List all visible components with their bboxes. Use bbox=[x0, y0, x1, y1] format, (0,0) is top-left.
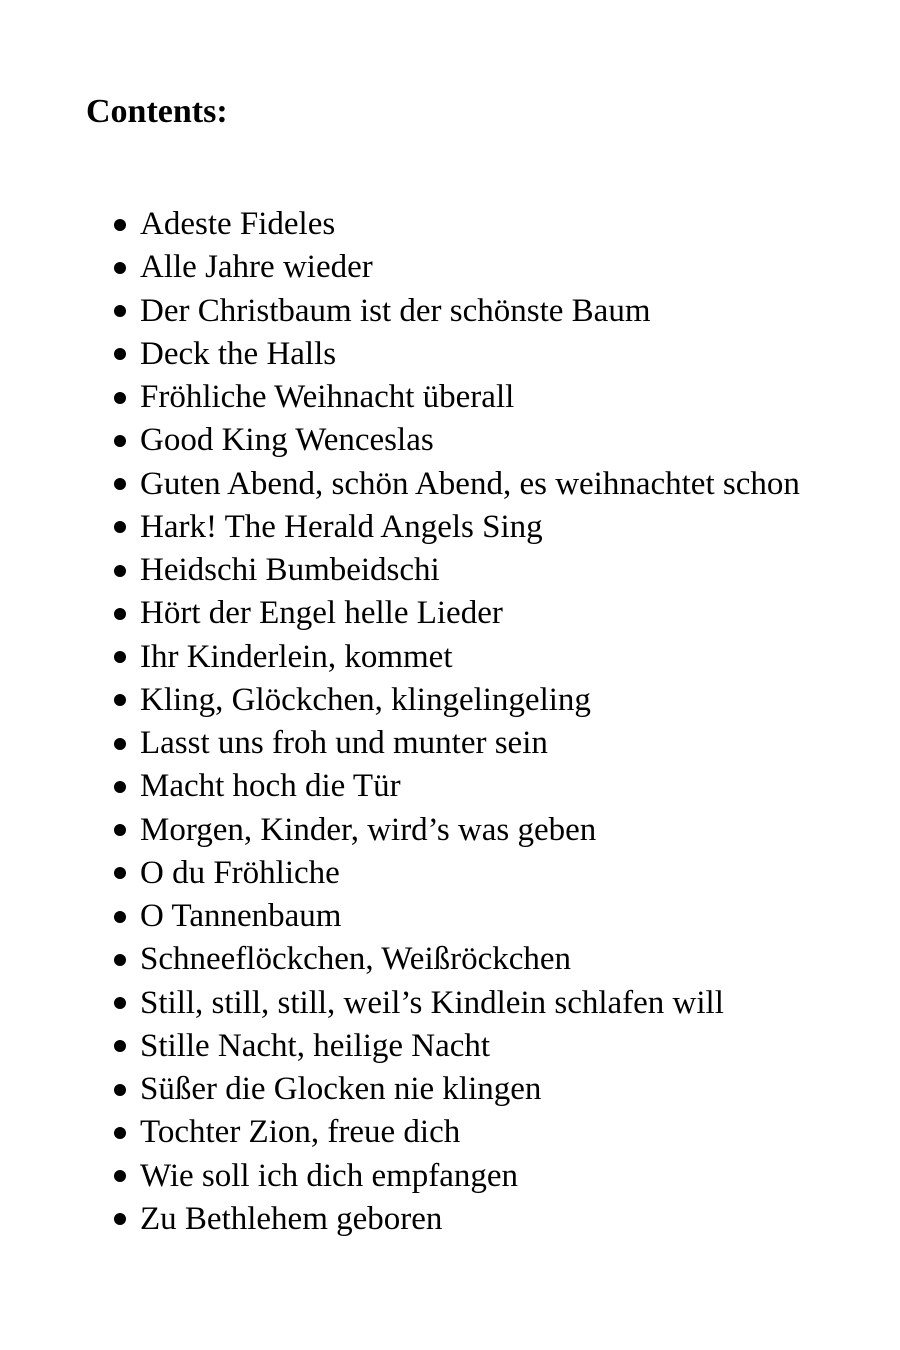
bullet-icon bbox=[114, 867, 126, 879]
list-item bbox=[112, 636, 872, 679]
list-item bbox=[112, 809, 872, 852]
bullet-icon bbox=[114, 521, 126, 533]
list-item-label: Schneeflöckchen, Weißröckchen bbox=[140, 941, 572, 978]
list-item bbox=[112, 765, 872, 808]
list-item-label: Morgen, Kinder, wird’s was geben bbox=[140, 811, 597, 848]
list-item bbox=[112, 333, 872, 376]
list-item bbox=[112, 1155, 872, 1198]
list-item-label: Der Christbaum ist der schönste Baum bbox=[140, 292, 651, 329]
bullet-icon bbox=[114, 781, 126, 793]
bullet-icon bbox=[114, 1040, 126, 1052]
bullet-icon bbox=[114, 1127, 126, 1139]
list-item bbox=[112, 982, 872, 1025]
list-item-label: O Tannenbaum bbox=[140, 898, 342, 934]
list-item-label: Still, still, still, weil’s Kindlein schlafen will bbox=[140, 984, 724, 1021]
bullet-icon bbox=[114, 651, 126, 663]
bullet-icon bbox=[114, 262, 126, 274]
bullet-icon bbox=[114, 305, 126, 317]
list-item bbox=[112, 290, 872, 333]
list-item-label: Kling, Glöckchen, klingelingeling bbox=[140, 681, 591, 718]
list-item bbox=[112, 679, 872, 722]
list-item-label: Fröhliche Weihnacht überall bbox=[140, 379, 515, 415]
list-item-label: Deck the Halls bbox=[140, 335, 337, 372]
bullet-icon bbox=[114, 348, 126, 360]
bullet-icon bbox=[114, 1084, 126, 1096]
bullet-icon bbox=[114, 478, 126, 490]
list-item bbox=[112, 1068, 872, 1111]
list-item-label: Macht hoch die Tür bbox=[140, 768, 401, 805]
bullet-icon bbox=[114, 824, 126, 836]
bullet-icon bbox=[114, 738, 126, 750]
bullet-icon bbox=[114, 911, 126, 923]
list-item-label: Ihr Kinderlein, kommet bbox=[140, 638, 453, 675]
list-item-label: O du Fröhliche bbox=[140, 854, 340, 891]
list-item bbox=[112, 1111, 872, 1154]
list-item-label: Hark! The Herald Angels Sing bbox=[140, 508, 543, 545]
list-item-label: Adeste Fideles bbox=[140, 206, 336, 242]
list-item bbox=[112, 592, 872, 635]
list-item-label: Wie soll ich dich empfangen bbox=[140, 1157, 519, 1194]
list-item bbox=[112, 938, 872, 981]
list-item-label: Good King Wenceslas bbox=[140, 422, 434, 459]
list-item bbox=[112, 463, 872, 506]
list-item-label: Lasst uns froh und munter sein bbox=[140, 725, 548, 761]
list-item-label: Süßer die Glocken nie klingen bbox=[140, 1071, 542, 1107]
list-item bbox=[112, 1025, 872, 1068]
list-item bbox=[112, 722, 872, 765]
bullet-icon bbox=[114, 694, 126, 706]
bullet-icon bbox=[114, 1213, 126, 1225]
list-item-label: Alle Jahre wieder bbox=[140, 249, 373, 286]
list-item bbox=[112, 203, 872, 246]
bullet-icon bbox=[114, 219, 126, 231]
list-item-label: Heidschi Bumbeidschi bbox=[140, 552, 440, 588]
list-item bbox=[112, 895, 872, 938]
list-item bbox=[112, 852, 872, 895]
list-item bbox=[112, 1198, 872, 1241]
list-item-label: Stille Nacht, heilige Nacht bbox=[140, 1027, 491, 1064]
list-item bbox=[112, 376, 872, 419]
list-item-label: Tochter Zion, freue dich bbox=[140, 1114, 461, 1151]
list-item bbox=[112, 549, 872, 592]
list-item-label: Zu Bethlehem geboren bbox=[140, 1200, 443, 1237]
bullet-icon bbox=[114, 392, 126, 404]
list-item bbox=[112, 506, 872, 549]
bullet-icon bbox=[114, 954, 126, 966]
bullet-icon bbox=[114, 997, 126, 1009]
contents-heading: Contents: bbox=[86, 93, 228, 130]
contents-list bbox=[112, 203, 872, 1241]
bullet-icon bbox=[114, 608, 126, 620]
list-item-label: Guten Abend, schön Abend, es weihnachtet schon bbox=[140, 465, 800, 502]
bullet-icon bbox=[114, 1170, 126, 1182]
list-item bbox=[112, 419, 872, 462]
bullet-icon bbox=[114, 565, 126, 577]
list-item bbox=[112, 246, 872, 289]
bullet-icon bbox=[114, 435, 126, 447]
list-item-label: Hört der Engel helle Lieder bbox=[140, 595, 503, 632]
